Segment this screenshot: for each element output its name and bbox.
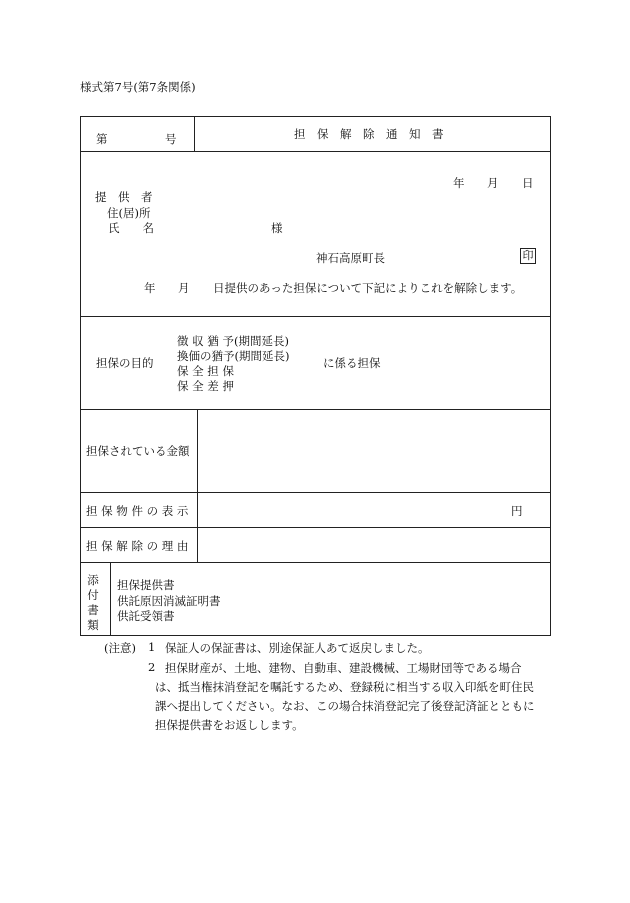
divider-body	[80, 316, 551, 317]
document-title: 担 保 解 除 通 知 書	[294, 127, 444, 141]
issuer-name: 神石高原町長	[316, 251, 385, 265]
purpose-label: 担保の目的	[96, 356, 154, 370]
purpose-option: 保 全 差 押	[177, 379, 234, 393]
purpose-option: 徴 収 猶 予(期間延長)	[177, 334, 289, 348]
divider-reason	[80, 562, 551, 563]
honorific: 様	[271, 221, 283, 235]
note-line: 保証人の保証書は、別途保証人あて返戻しました。	[165, 641, 430, 655]
purpose-suffix: に係る担保	[323, 356, 381, 370]
seal-mark: 印	[520, 248, 536, 264]
divider-label-column	[197, 409, 198, 562]
statement-month: 月	[178, 281, 190, 295]
attachment-item: 供託受領書	[117, 609, 175, 623]
statement-text: 日提供のあった担保について下記によりこれを解除します。	[213, 281, 523, 295]
note-line: 課へ提出してください。なお、この場合抹消登記完了後登記済証とともに	[155, 699, 535, 713]
note-line: は、抵当権抹消登記を嘱託するため、登録税に相当する収入印紙を町住民	[155, 680, 535, 694]
statement-year: 年	[144, 281, 156, 295]
purpose-option: 換価の猶予(期間延長)	[177, 349, 290, 363]
form-label: 様式第7号(第7条関係)	[80, 80, 196, 94]
divider-attachments	[110, 562, 111, 636]
property-label: 担 保 物 件 の 表 示	[86, 504, 189, 518]
number-suffix: 号	[165, 132, 177, 146]
note-line: 担保提供書をお返しします。	[155, 718, 304, 732]
divider-number	[194, 116, 195, 151]
provider-label: 提 供 者	[95, 190, 153, 204]
notes-label: (注意)	[104, 641, 136, 655]
name-label: 氏 名	[108, 221, 154, 235]
attachments-label: 添付書類	[87, 573, 99, 632]
date-day: 日	[522, 176, 534, 190]
date-month: 月	[487, 176, 499, 190]
divider-header	[80, 151, 551, 152]
divider-property	[80, 527, 551, 528]
address-label: 住(居)所	[107, 206, 151, 220]
divider-purpose	[80, 409, 551, 410]
attachment-item: 担保提供書	[117, 578, 175, 592]
number-prefix: 第	[96, 132, 108, 146]
date-year: 年	[453, 176, 465, 190]
note-number: 1	[148, 640, 156, 654]
note-number: 2	[148, 660, 156, 674]
reason-label: 担 保 解 除 の 理 由	[86, 539, 189, 553]
purpose-option: 保 全 担 保	[177, 364, 234, 378]
yen-unit: 円	[511, 504, 523, 518]
divider-amount	[80, 492, 551, 493]
attachment-item: 供託原因消滅証明書	[117, 594, 221, 608]
note-line: 担保財産が、土地、建物、自動車、建設機械、工場財団等である場合	[165, 661, 522, 675]
amount-label: 担保されている金額	[86, 444, 190, 458]
